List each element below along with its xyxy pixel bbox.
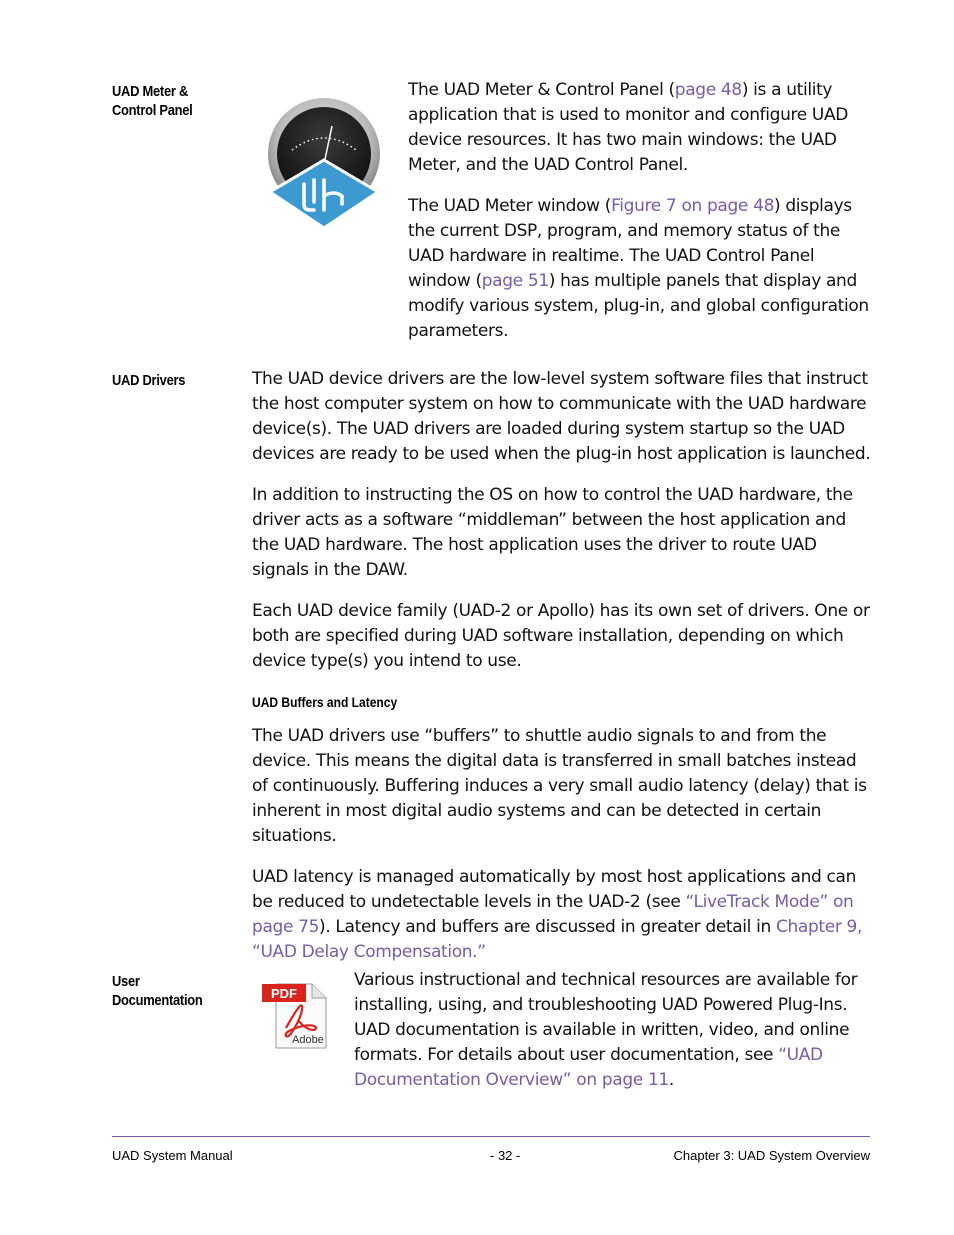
link-livetrack-mode[interactable]: “LiveTrack Mode” on page 75 (252, 892, 854, 937)
pdf-document-icon (262, 980, 330, 1052)
text-run: ) is a utility application that is used to monitor and configure UAD device resources. It has two main windows: the UAD Meter, and the UAD Control Panel. (408, 80, 849, 175)
section-heading-meter: UAD Meter & Control Panel (112, 83, 193, 119)
meter-paragraph-2 (408, 194, 872, 344)
text-run: ). Latency and buffers are discussed in greater detail in (319, 917, 776, 937)
link-page-51[interactable]: page 51 (481, 271, 549, 291)
section-heading-docs: User Documentation (112, 973, 203, 1009)
drivers-paragraph-3: Each UAD device family (UAD-2 or Apollo) has its own set of drivers. One or both are specified during UAD software installation, depending on which device type(s) you intend to use. (252, 601, 870, 671)
drivers-paragraph-1: The UAD device drivers are the low-level system software files that instruct the host computer system on how to communicate with the UAD hardware device(s). The UAD drivers are loaded during system startup so the UAD devices are ready to be used when the plug-in host application is launched. (252, 369, 871, 464)
subheading-buffers: UAD Buffers and Latency (252, 694, 398, 710)
link-uad-documentation-overview[interactable]: “UAD Documentation Overview” on page 11 (354, 1045, 823, 1090)
pdf-label: PDF (271, 986, 297, 1001)
section-heading-drivers: UAD Drivers (112, 372, 186, 389)
text-run: ) has multiple panels that display and modify various system, plug-in, and global configuration parameters. (408, 271, 869, 341)
text-run: UAD latency is managed automatically by most host applications and can be reduced to undetectable levels in the UAD-2 (see (252, 867, 857, 912)
drivers-paragraph-5 (252, 865, 872, 965)
drivers-content (252, 367, 872, 965)
docs-paragraph-1 (354, 968, 872, 1093)
drivers-paragraph-4: The UAD drivers use “buffers” to shuttle audio signals to and from the device. This means the digital data is transferred in small batches instead of continuously. Buffering induces a very small audio latency (delay) that is inherent in most digital audio systems and can be detected in certain situations. (252, 726, 867, 846)
meter-paragraph-1 (408, 78, 872, 178)
footer-manual-title: UAD System Manual (112, 1148, 233, 1163)
link-page-48[interactable]: page 48 (674, 80, 742, 100)
text-run: . (668, 1070, 674, 1090)
docs-content (354, 968, 872, 1093)
text-run: ) displays the current DSP, program, and memory status of the UAD hardware in realtime. The UAD Control Panel window ( (408, 196, 852, 291)
meter-content (408, 78, 872, 344)
text-run: The UAD Meter window ( (408, 196, 612, 216)
footer-page-number: - 32 - (490, 1148, 521, 1163)
footer-divider (112, 1136, 870, 1137)
link-chapter-9[interactable]: Chapter 9, “UAD Delay Compensation.” (252, 917, 863, 962)
text-run: The UAD Meter & Control Panel ( (408, 80, 675, 100)
link-figure-7[interactable]: Figure 7 on page 48 (611, 196, 775, 216)
uad-meter-logo-icon (262, 92, 386, 232)
footer-chapter-title: Chapter 3: UAD System Overview (673, 1148, 870, 1163)
text-run: Various instructional and technical resources are available for installing, using, and troubleshooting UAD Powered Plug-Ins. UAD documentation is available in written, video, and online formats. For details about user documentation, see (354, 970, 858, 1065)
adobe-label: Adobe (292, 1034, 324, 1046)
drivers-paragraph-2: In addition to instructing the OS on how to control the UAD hardware, the driver acts as a software “middleman” between the host application and the UAD hardware. The host application uses the driver to route UAD signals in the DAW. (252, 485, 853, 580)
